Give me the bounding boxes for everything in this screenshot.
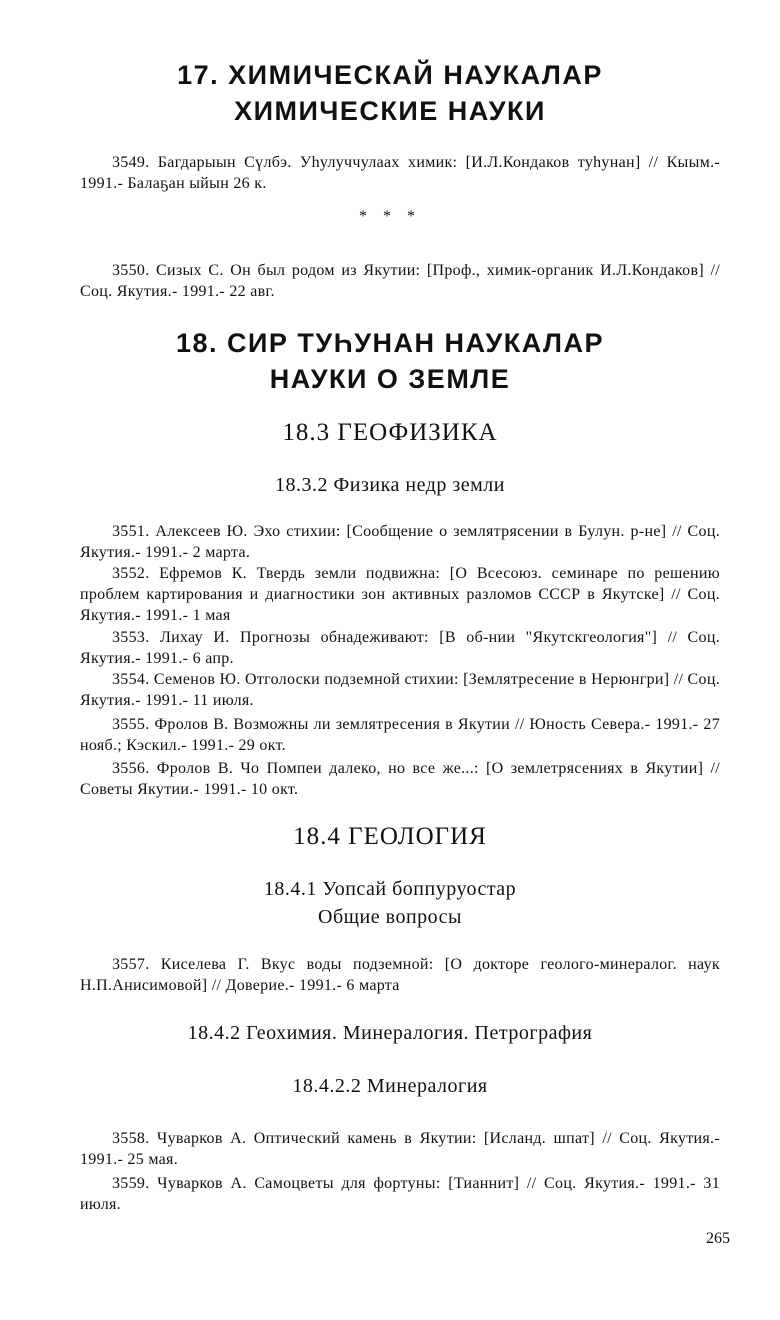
entry-3557: 3557. Киселева Г. Вкус воды подземной: [О докторе геолого-минералог. наук Н.П.Анисимовой] // Доверие.- 1991.- 6 марта bbox=[80, 956, 720, 994]
section-18-title: 18. СИР ТУҺУНАН НАУКАЛАР bbox=[175, 328, 605, 358]
section-18-4-title: 18.4 ГЕОЛОГИЯ bbox=[293, 823, 487, 850]
entry-3550: 3550. Сизых С. Он был родом из Якутии: [Проф., химик-органик И.Л.Кондаков] // Соц. Якутия.- 1991.- 22 авг. bbox=[80, 262, 720, 300]
section-18-subtitle: НАУКИ О ЗЕМЛЕ bbox=[269, 364, 511, 394]
entry-3552: 3552. Ефремов К. Твердь земли подвижна: [О Всесоюз. семинаре по решению проблем картирования и диагностики зон активных разломов СССР в Якутске] // Соц. Якутия.- 1991.- 1 мая bbox=[80, 565, 720, 624]
entry-3549: 3549. Багдарыын Сүлбэ. Уһулуччулаах химик: [И.Л.Кондаков туһунан] // Кыым.- 1991.- Балаҕан ыйын 26 к. bbox=[80, 154, 720, 192]
entry-3553: 3553. Лихау И. Прогнозы обнадеживают: [В об-нии "Якутскгеология"] // Соц. Якутия.- 1991.- 6 апр. bbox=[80, 629, 720, 667]
section-18-3-2-title: 18.3.2 Физика недр земли bbox=[274, 474, 505, 496]
page-number: 265 bbox=[706, 1230, 730, 1247]
entry-3554: 3554. Семенов Ю. Отголоски подземной стихии: [Землятресение в Нерюнгри] // Соц. Якутия.- 1991.- 11 июля. bbox=[80, 671, 720, 709]
section-18-4-2-title: 18.4.2 Геохимия. Минералогия. Петрография bbox=[187, 1022, 593, 1044]
section-18-3-title: 18.3 ГЕОФИЗИКА bbox=[282, 419, 498, 446]
section-17-subtitle: ХИМИЧЕСКИЕ НАУКИ bbox=[234, 96, 546, 126]
section-17-title: 17. ХИМИЧЕСКАЙ НАУКАЛАР bbox=[177, 60, 603, 90]
entry-3555: 3555. Фролов В. Возможны ли землятресения в Якутии // Юность Севера.- 1991.- 27 нояб.; Кэскил.- 1991.- 29 окт. bbox=[80, 716, 720, 754]
separator-stars: * * * bbox=[359, 208, 421, 225]
section-18-4-1-title: 18.4.1 Уопсай боппуруостар bbox=[263, 878, 517, 900]
entry-3559: 3559. Чуварков А. Самоцветы для фортуны: [Тианнит] // Соц. Якутия.- 1991.- 31 июля. bbox=[80, 1175, 720, 1213]
entry-3556: 3556. Фролов В. Чо Помпеи далеко, но все же...: [О землетрясениях в Якутии] // Советы Якутии.- 1991.- 10 окт. bbox=[80, 760, 720, 798]
entry-3558: 3558. Чуварков А. Оптический камень в Якутии: [Исланд. шпат] // Соц. Якутия.- 1991.- 25 мая. bbox=[80, 1130, 720, 1168]
section-18-4-2-2-title: 18.4.2.2 Минералогия bbox=[292, 1075, 488, 1097]
entry-3551: 3551. Алексеев Ю. Эхо стихии: [Сообщение о землятрясении в Булун. р-не] // Соц. Якутия.- 1991.- 2 марта. bbox=[80, 523, 720, 561]
section-18-4-1-subtitle: Общие вопросы bbox=[318, 906, 462, 928]
